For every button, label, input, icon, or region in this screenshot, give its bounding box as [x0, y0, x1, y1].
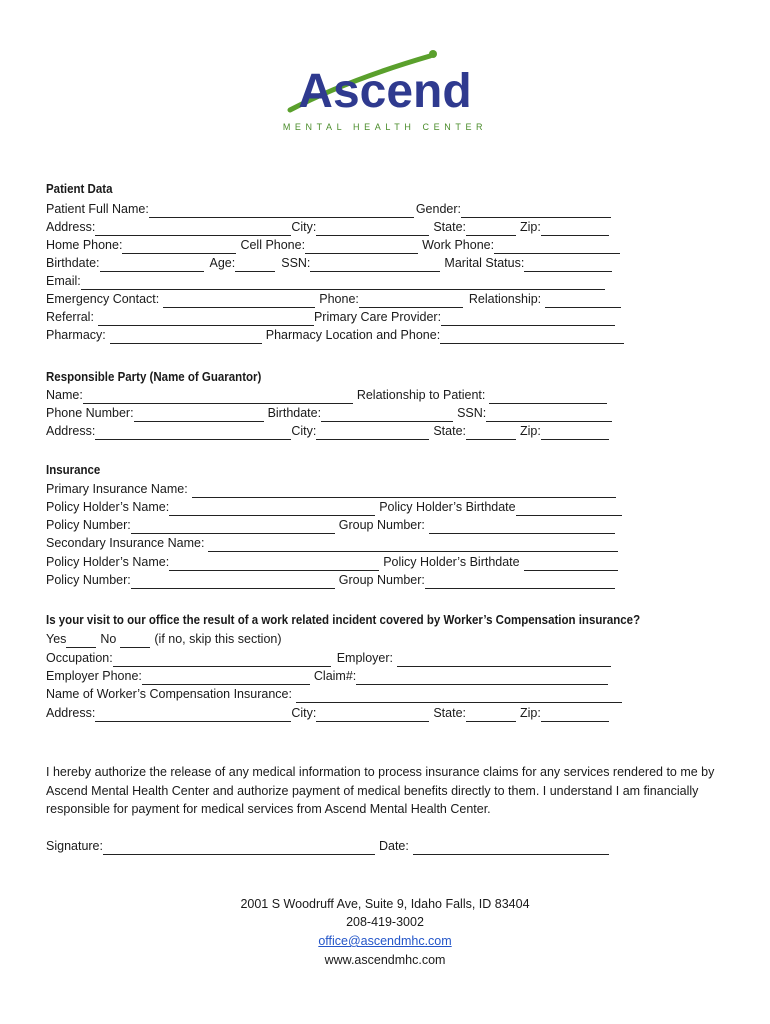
- row-guarantor-name: [46, 386, 607, 404]
- cell-phone-field[interactable]: [305, 240, 418, 254]
- primary-care-label: Primary Care Provider:: [313, 310, 442, 324]
- relationship-field[interactable]: [545, 294, 621, 308]
- pharmacy-location-field[interactable]: [440, 330, 624, 344]
- work-phone-label: Work Phone:: [422, 238, 495, 252]
- comp-insurance-name-field[interactable]: [296, 689, 622, 703]
- referral-field[interactable]: [98, 312, 314, 326]
- guarantor-zip-label: Zip:: [520, 424, 541, 438]
- employer-field[interactable]: [397, 653, 611, 667]
- relationship-label: Relationship:: [468, 292, 542, 306]
- footer-address: 2001 S Woodruff Ave, Suite 9, Idaho Falls, ID 83404: [240, 897, 530, 911]
- row-address: [46, 218, 609, 236]
- zip-field[interactable]: [541, 222, 609, 236]
- comp-zip-field[interactable]: [541, 708, 609, 722]
- age-label: Age:: [209, 256, 236, 270]
- birthdate-field[interactable]: [100, 258, 204, 272]
- row-comp-name: [46, 685, 622, 703]
- row-pharmacy: [46, 326, 624, 344]
- claim-field[interactable]: [356, 671, 608, 685]
- full-name-label: Patient Full Name:: [46, 202, 149, 216]
- footer-website[interactable]: www.ascendmhc.com: [324, 953, 446, 967]
- row-comp-address: [46, 704, 609, 722]
- occupation-field[interactable]: [113, 653, 331, 667]
- secondary-insurance-field[interactable]: [208, 538, 618, 552]
- row-policy: [46, 516, 615, 534]
- emergency-contact-field[interactable]: [163, 294, 315, 308]
- yes-label: Yes: [46, 632, 67, 646]
- skip-note: (if no, skip this section): [154, 632, 282, 646]
- marital-status-label: Marital Status:: [444, 256, 525, 270]
- group-number-2-field[interactable]: [425, 575, 615, 589]
- emergency-contact-label: Emergency Contact:: [46, 292, 160, 306]
- birthdate-label: Birthdate:: [46, 256, 100, 270]
- row-signature: [46, 837, 609, 855]
- workers-comp-question: Is your visit to our office the result of a work related incident covered by Worker’s Compensation insurance?: [46, 613, 641, 627]
- state-field[interactable]: [466, 222, 516, 236]
- yes-field[interactable]: [66, 634, 96, 648]
- guarantor-birthdate-label: Birthdate:: [267, 406, 322, 420]
- row-birth: [46, 254, 612, 272]
- row-yes-no: [46, 630, 282, 648]
- cell-phone-label: Cell Phone:: [240, 238, 306, 252]
- signature-field[interactable]: [103, 841, 375, 855]
- comp-address-field[interactable]: [95, 708, 291, 722]
- gender-field[interactable]: [461, 204, 611, 218]
- ascend-logo: [272, 48, 498, 140]
- guarantor-heading: Responsible Party (Name of Guarantor): [46, 370, 262, 384]
- guarantor-phone-field[interactable]: [134, 408, 264, 422]
- row-holder: [46, 498, 622, 516]
- row-holder-2: [46, 553, 618, 571]
- primary-care-field[interactable]: [441, 312, 615, 326]
- city-field[interactable]: [316, 222, 429, 236]
- guarantor-address-label: Address:: [46, 424, 96, 438]
- full-name-field[interactable]: [149, 204, 414, 218]
- policy-holder-birthdate-2-field[interactable]: [524, 557, 618, 571]
- claim-label: Claim#:: [313, 669, 357, 683]
- date-label: Date:: [378, 839, 409, 853]
- row-employer-phone: [46, 667, 608, 685]
- home-phone-label: Home Phone:: [46, 238, 123, 252]
- address-field[interactable]: [95, 222, 291, 236]
- ssn-label: SSN:: [281, 256, 311, 270]
- group-number-2-label: Group Number:: [338, 573, 425, 587]
- occupation-label: Occupation:: [46, 651, 113, 665]
- age-field[interactable]: [235, 258, 275, 272]
- guarantor-name-label: Name:: [46, 388, 83, 402]
- policy-number-label: Policy Number:: [46, 518, 131, 532]
- authorization-paragraph: I hereby authorize the release of any medical information to process insurance claims for any services rendered to me by Ascend Mental Health Center and authorize payment of medical benefits directly to them. I understand I am financially responsible for payment for medical services from Ascend Mental Health Center.: [46, 765, 715, 816]
- policy-holder-name-field[interactable]: [169, 502, 375, 516]
- group-number-field[interactable]: [429, 520, 615, 534]
- email-field[interactable]: [81, 276, 605, 290]
- primary-insurance-label: Primary Insurance Name:: [46, 482, 188, 496]
- policy-holder-birthdate-label: Policy Holder’s Birthdate: [379, 500, 516, 514]
- guarantor-state-field[interactable]: [466, 426, 516, 440]
- pharmacy-location-label: Pharmacy Location and Phone:: [265, 328, 441, 342]
- row-secondary-insurance: [46, 534, 618, 552]
- row-guarantor-phone: [46, 404, 612, 422]
- logo-tagline: MENTAL HEALTH CENTER: [282, 122, 488, 132]
- no-field[interactable]: [120, 634, 150, 648]
- row-primary-insurance: [46, 480, 616, 498]
- guarantor-ssn-field[interactable]: [486, 408, 612, 422]
- guarantor-name-field[interactable]: [83, 390, 353, 404]
- ssn-field[interactable]: [310, 258, 440, 272]
- address-label: Address:: [46, 220, 96, 234]
- row-email: [46, 272, 605, 290]
- policy-number-field[interactable]: [131, 520, 335, 534]
- employer-phone-label: Employer Phone:: [46, 669, 142, 683]
- date-field[interactable]: [413, 841, 609, 855]
- insurance-heading: Insurance: [46, 463, 101, 477]
- guarantor-ssn-label: SSN:: [457, 406, 487, 420]
- no-label: No: [100, 632, 117, 646]
- zip-label: Zip:: [520, 220, 541, 234]
- row-name-gender: [46, 200, 611, 218]
- comp-address-label: Address:: [46, 706, 96, 720]
- guarantor-address-field[interactable]: [95, 426, 291, 440]
- secondary-insurance-label: Secondary Insurance Name:: [46, 536, 205, 550]
- row-emergency: [46, 290, 621, 308]
- policy-number-2-label: Policy Number:: [46, 573, 131, 587]
- primary-insurance-field[interactable]: [192, 484, 616, 498]
- comp-city-label: City:: [291, 706, 317, 720]
- guarantor-birthdate-field[interactable]: [321, 408, 453, 422]
- footer-phone: 208-419-3002: [346, 915, 424, 929]
- comp-city-field[interactable]: [316, 708, 429, 722]
- guarantor-relationship-label: Relationship to Patient:: [356, 388, 486, 402]
- guarantor-zip-field[interactable]: [541, 426, 609, 440]
- policy-holder-name-2-field[interactable]: [169, 557, 379, 571]
- logo-wordmark: Ascend: [298, 65, 472, 118]
- emergency-phone-field[interactable]: [359, 294, 463, 308]
- row-policy-2: [46, 571, 615, 589]
- work-phone-field[interactable]: [494, 240, 620, 254]
- comp-insurance-name-label: Name of Worker’s Compensation Insurance:: [46, 687, 292, 701]
- row-phones: [46, 236, 620, 254]
- policy-holder-birthdate-field[interactable]: [516, 502, 622, 516]
- pharmacy-label: Pharmacy:: [46, 328, 106, 342]
- state-label: State:: [433, 220, 467, 234]
- policy-holder-birthdate-2-label: Policy Holder’s Birthdate: [383, 555, 520, 569]
- employer-label: Employer:: [336, 651, 393, 665]
- home-phone-field[interactable]: [122, 240, 236, 254]
- referral-label: Referral:: [46, 310, 94, 324]
- policy-holder-name-2-label: Policy Holder’s Name:: [46, 555, 170, 569]
- patient-data-heading: Patient Data: [46, 182, 113, 196]
- guarantor-relationship-field[interactable]: [489, 390, 607, 404]
- signature-label: Signature:: [46, 839, 103, 853]
- guarantor-phone-label: Phone Number:: [46, 406, 134, 420]
- guarantor-state-label: State:: [433, 424, 467, 438]
- policy-number-2-field[interactable]: [131, 575, 335, 589]
- pharmacy-field[interactable]: [110, 330, 262, 344]
- comp-state-label: State:: [433, 706, 467, 720]
- email-label: Email:: [46, 274, 81, 288]
- gender-label: Gender:: [415, 202, 461, 216]
- row-occupation: [46, 649, 611, 667]
- footer-email-link[interactable]: office@ascendmhc.com: [318, 934, 452, 948]
- marital-status-field[interactable]: [524, 258, 612, 272]
- policy-holder-name-label: Policy Holder’s Name:: [46, 500, 170, 514]
- group-number-label: Group Number:: [338, 518, 425, 532]
- city-label: City:: [291, 220, 317, 234]
- comp-state-field[interactable]: [466, 708, 516, 722]
- employer-phone-field[interactable]: [142, 671, 310, 685]
- emergency-phone-label: Phone:: [319, 292, 359, 306]
- guarantor-city-label: City:: [291, 424, 317, 438]
- row-referral: [46, 308, 615, 326]
- row-guarantor-address: [46, 422, 609, 440]
- footer-email-row: [0, 932, 770, 951]
- guarantor-city-field[interactable]: [316, 426, 429, 440]
- comp-zip-label: Zip:: [520, 706, 541, 720]
